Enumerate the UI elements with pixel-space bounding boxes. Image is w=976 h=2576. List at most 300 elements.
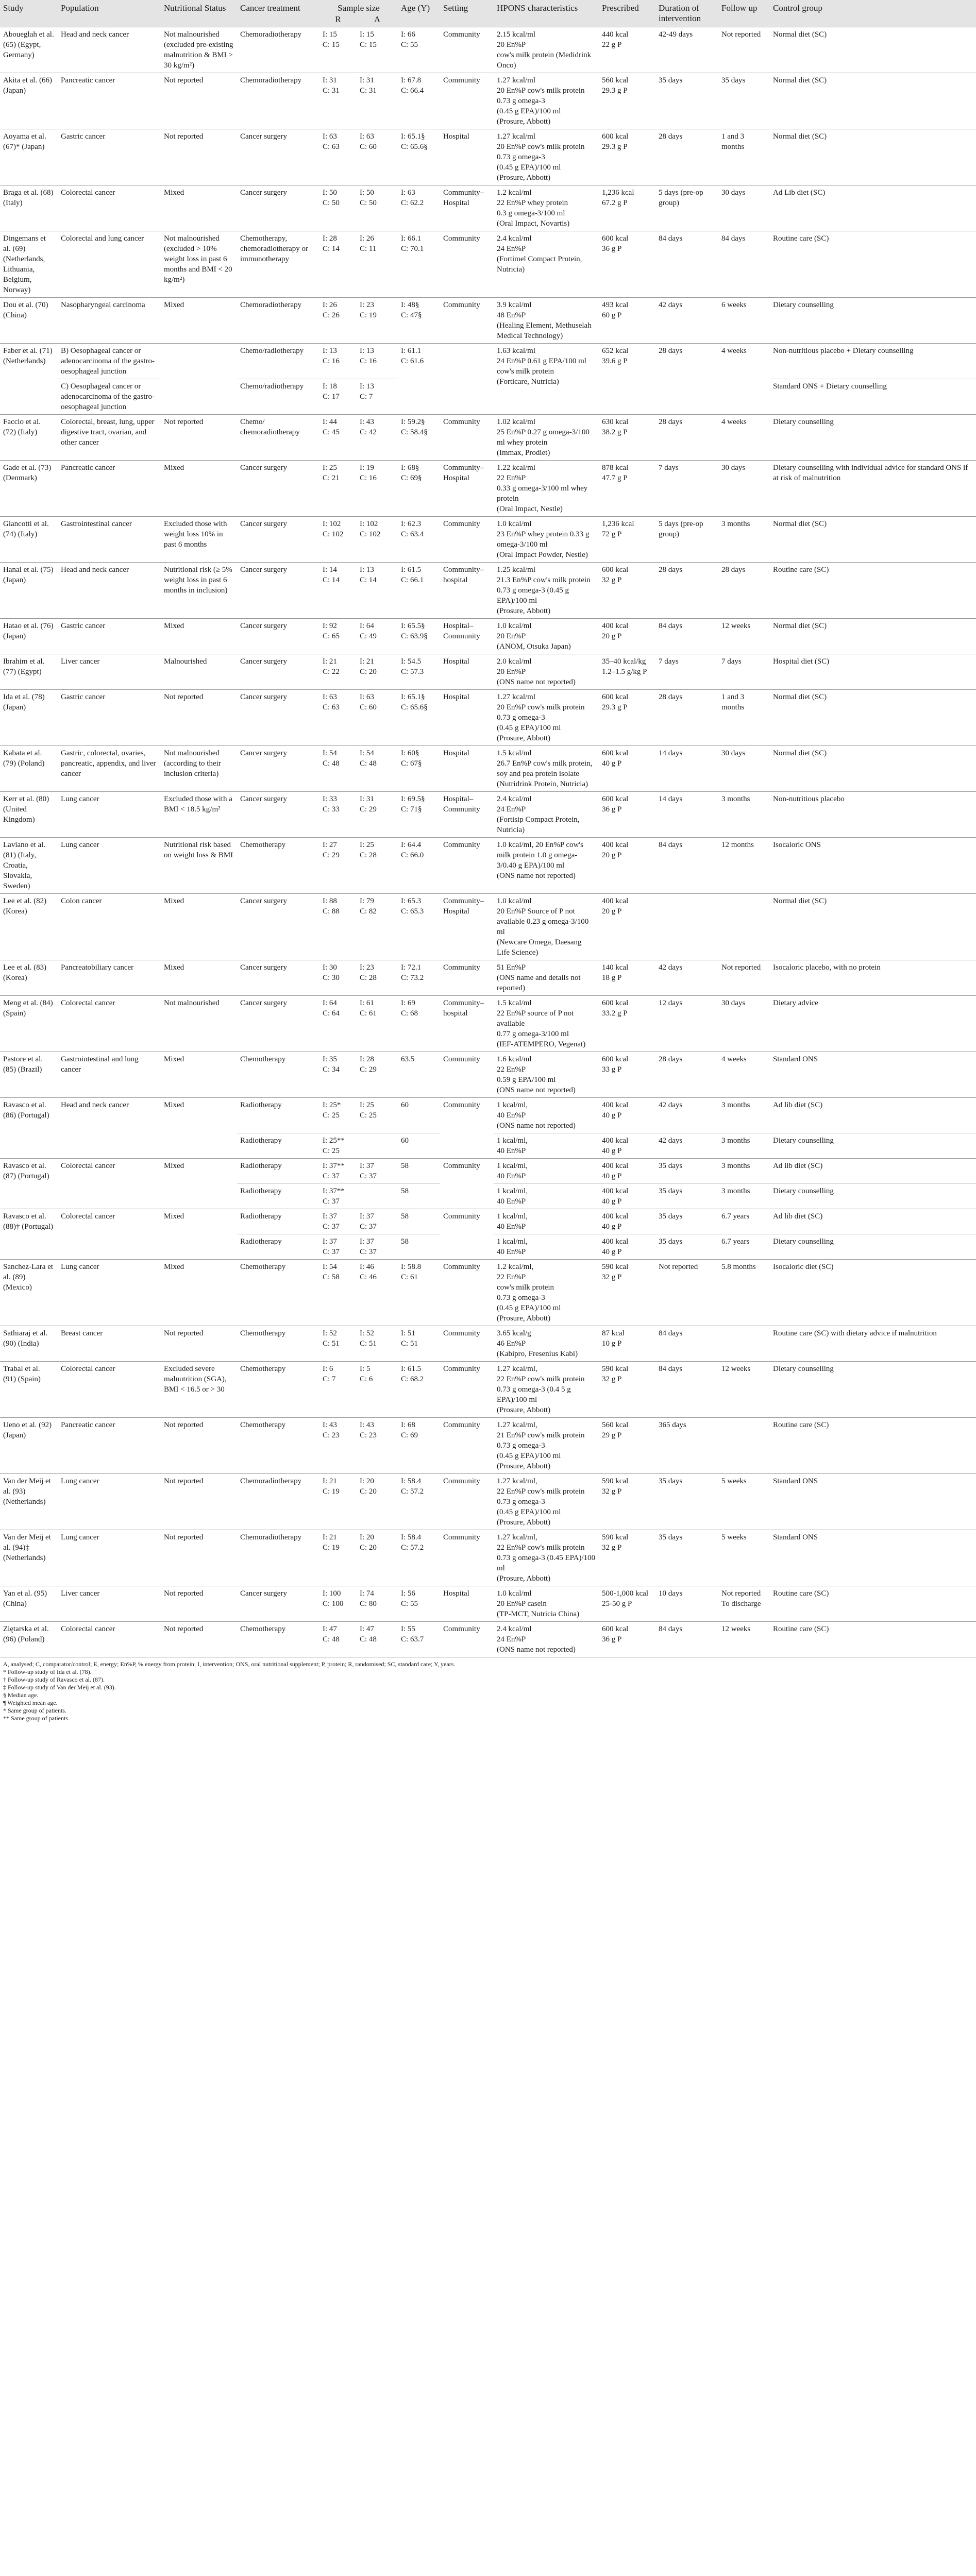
- table-row: [0, 73, 976, 129]
- cell-age: 60: [398, 1098, 440, 1133]
- cell-control: Routine care (SC): [770, 231, 976, 298]
- cell-study: Akita et al. (66) (Japan): [0, 73, 58, 129]
- cell-sample-a: I: 26 C: 11: [357, 231, 398, 298]
- cell-follow-up: 12 weeks: [718, 1362, 770, 1418]
- cell-prescribed: 590 kcal 32 g P: [599, 1474, 655, 1530]
- cell-sample-r: I: 15 C: 15: [319, 27, 357, 73]
- cell-age: I: 61.5 C: 68.2: [398, 1362, 440, 1418]
- cell-cancer-treatment: Cancer surgery: [237, 894, 319, 960]
- cell-setting: Hospital: [440, 654, 494, 690]
- cell-population: Lung cancer: [58, 838, 161, 894]
- cell-nutritional-status: Excluded those with a BMI < 18.5 kg/m²: [161, 792, 237, 838]
- table-row: [0, 1474, 976, 1530]
- cell-follow-up: 30 days: [718, 996, 770, 1052]
- cell-control: Dietary counselling: [770, 1234, 976, 1260]
- cell-follow-up: 6.7 years: [718, 1209, 770, 1234]
- cell-population: Colorectal cancer: [58, 1622, 161, 1657]
- cell-control: Ad lib diet (SC): [770, 1098, 976, 1133]
- cell-follow-up: 30 days: [718, 746, 770, 792]
- cell-age: I: 48§ C: 47§: [398, 298, 440, 344]
- table-footnotes: [0, 1657, 976, 1722]
- cell-control: Routine care (SC): [770, 1586, 976, 1622]
- cell-control: Isocaloric diet (SC): [770, 1260, 976, 1326]
- cell-control: Standard ONS: [770, 1474, 976, 1530]
- cell-setting: Hospital: [440, 746, 494, 792]
- cell-hpons: 1.25 kcal/ml 21.3 En%P cow's milk protein 0.73 g omega-3 (0.45 g EPA)/100 ml (Prosure, Abbott): [494, 563, 599, 619]
- cell-population: Lung cancer: [58, 1260, 161, 1326]
- cell-duration: 14 days: [655, 746, 718, 792]
- cell-control: Non-nutritious placebo: [770, 792, 976, 838]
- cell-prescribed: 600 kcal 32 g P: [599, 563, 655, 619]
- cell-population: Gastric cancer: [58, 129, 161, 185]
- table-row: [0, 1209, 976, 1234]
- cell-sample-a: I: 102 C: 102: [357, 517, 398, 563]
- cell-hpons: 2.4 kcal/ml 24 En%P (Fortimel Compact Protein, Nutricia): [494, 231, 599, 298]
- cell-population: Colorectal cancer: [58, 1159, 161, 1209]
- cell-sample-r: I: 88 C: 88: [319, 894, 357, 960]
- header-population: Population: [58, 0, 161, 27]
- cell-sample-r: I: 13 C: 16: [319, 344, 357, 379]
- cell-cancer-treatment: Chemo/radiotherapy: [237, 344, 319, 379]
- cell-hpons: 1.2 kcal/ml, 22 En%P cow's milk protein 0.73 g omega-3 (0.45 g EPA)/100 ml (Prosure, Abbott): [494, 1260, 599, 1326]
- cell-setting: Hospital: [440, 1586, 494, 1622]
- cell-hpons: 2.4 kcal/ml 24 En%P (Fortisip Compact Protein, Nutricia): [494, 792, 599, 838]
- cell-sample-r: I: 54 C: 58: [319, 1260, 357, 1326]
- cell-study: Lee et al. (83) (Korea): [0, 960, 58, 996]
- cell-age: 58: [398, 1234, 440, 1260]
- cell-study: Ravasco et al. (88)† (Portugal): [0, 1209, 58, 1260]
- cell-follow-up: 3 months: [718, 792, 770, 838]
- cell-setting: Community: [440, 1260, 494, 1326]
- cell-sample-r: I: 6 C: 7: [319, 1362, 357, 1418]
- cell-prescribed: 590 kcal 32 g P: [599, 1362, 655, 1418]
- cell-duration: 84 days: [655, 1326, 718, 1362]
- cell-follow-up: 12 weeks: [718, 1622, 770, 1657]
- cell-population: Colorectal cancer: [58, 1362, 161, 1418]
- cell-age: I: 59.2§ C: 58.4§: [398, 415, 440, 461]
- cell-cancer-treatment: Chemoradiotherapy: [237, 298, 319, 344]
- cell-age: I: 65.1§ C: 65.6§: [398, 690, 440, 746]
- table-row: [0, 231, 976, 298]
- cell-study: Ueno et al. (92) (Japan): [0, 1418, 58, 1474]
- cell-setting: Community: [440, 1159, 494, 1209]
- cell-sample-a: I: 79 C: 82: [357, 894, 398, 960]
- cell-control: Normal diet (SC): [770, 517, 976, 563]
- cell-population: B) Oesophageal cancer or adenocarcinoma of the gastro-oesophageal junction: [58, 344, 161, 379]
- cell-duration: 84 days: [655, 1362, 718, 1418]
- cell-study: Trabal et al. (91) (Spain): [0, 1362, 58, 1418]
- cell-follow-up: 4 weeks: [718, 344, 770, 415]
- cell-hpons: 1.0 kcal/ml 20 En%P (ANOM, Otsuka Japan): [494, 619, 599, 654]
- cell-setting: [440, 344, 494, 415]
- cell-hpons: 1.5 kcal/ml 22 En%P source of P not available 0.77 g omega-3/100 ml (IEF-ATEMPERO, Vegenat): [494, 996, 599, 1052]
- cell-control: Routine care (SC): [770, 563, 976, 619]
- cell-control: Isocaloric placebo, with no protein: [770, 960, 976, 996]
- cell-population: Colorectal and lung cancer: [58, 231, 161, 298]
- cell-nutritional-status: Mixed: [161, 461, 237, 517]
- cell-age: I: 61.1 C: 61.6: [398, 344, 440, 415]
- cell-sample-a: I: 46 C: 46: [357, 1260, 398, 1326]
- cell-hpons: 1.27 kcal/ml 20 En%P cow's milk protein 0.73 g omega-3 (0.45 g EPA)/100 ml (Prosure, Abbott): [494, 690, 599, 746]
- cell-follow-up: Not reported: [718, 27, 770, 73]
- table-row: [0, 792, 976, 838]
- cell-sample-r: I: 27 C: 29: [319, 838, 357, 894]
- cell-follow-up: 1 and 3 months: [718, 129, 770, 185]
- cell-age: I: 61.5 C: 66.1: [398, 563, 440, 619]
- cell-hpons: 1.0 kcal/ml 23 En%P whey protein 0.33 g omega-3/100 ml (Oral Impact Powder, Nestle): [494, 517, 599, 563]
- cell-hpons: 3.9 kcal/ml 48 En%P (Healing Element, Methuselah Medical Technology): [494, 298, 599, 344]
- cell-duration: 12 days: [655, 996, 718, 1052]
- cell-population: Pancreatic cancer: [58, 1418, 161, 1474]
- cell-hpons: 1 kcal/ml, 40 En%P: [494, 1234, 599, 1260]
- cell-prescribed: 500-1,000 kcal 25-50 g P: [599, 1586, 655, 1622]
- cell-prescribed: 87 kcal 10 g P: [599, 1326, 655, 1362]
- table-row: [0, 1052, 976, 1098]
- cell-follow-up: 5 weeks: [718, 1474, 770, 1530]
- cell-prescribed: 600 kcal 36 g P: [599, 1622, 655, 1657]
- cell-population: C) Oesophageal cancer or adenocarcinoma of the gastro-oesophageal junction: [58, 379, 161, 415]
- cell-prescribed: 878 kcal 47.7 g P: [599, 461, 655, 517]
- cell-setting: Community: [440, 415, 494, 461]
- cell-population: Breast cancer: [58, 1326, 161, 1362]
- cell-control: Normal diet (SC): [770, 894, 976, 960]
- cell-setting: Community: [440, 1418, 494, 1474]
- cell-setting: Community–hospital: [440, 996, 494, 1052]
- cell-cancer-treatment: Cancer surgery: [237, 517, 319, 563]
- cell-sample-r: I: 43 C: 23: [319, 1418, 357, 1474]
- cell-follow-up: 7 days: [718, 654, 770, 690]
- cell-follow-up: 3 months: [718, 1184, 770, 1209]
- cell-nutritional-status: Mixed: [161, 894, 237, 960]
- cell-age: I: 68 C: 69: [398, 1418, 440, 1474]
- cell-control: Ad Lib diet (SC): [770, 185, 976, 231]
- cell-duration: 35 days: [655, 1234, 718, 1260]
- cell-sample-a: [357, 1133, 398, 1159]
- cell-control: Normal diet (SC): [770, 27, 976, 73]
- cell-study: Van der Meij et al. (94)‡ (Netherlands): [0, 1530, 58, 1586]
- cell-control: Normal diet (SC): [770, 690, 976, 746]
- cell-sample-a: I: 54 C: 48: [357, 746, 398, 792]
- cell-nutritional-status: Not reported: [161, 1474, 237, 1530]
- cell-duration: 35 days: [655, 1159, 718, 1184]
- cell-sample-r: I: 37** C: 37: [319, 1159, 357, 1184]
- cell-follow-up: 5.8 months: [718, 1260, 770, 1326]
- cell-prescribed: 400 kcal 40 g P: [599, 1184, 655, 1209]
- table-row: [0, 461, 976, 517]
- cell-study: Lee et al. (82) (Korea): [0, 894, 58, 960]
- cell-age: 58: [398, 1159, 440, 1184]
- cell-duration: 35 days: [655, 1530, 718, 1586]
- header-cancer-treatment: Cancer treatment: [237, 0, 319, 27]
- cell-duration: 28 days: [655, 415, 718, 461]
- cell-hpons: 1 kcal/ml, 40 En%P (ONS name not reported): [494, 1098, 599, 1133]
- cell-population: Colorectal cancer: [58, 185, 161, 231]
- cell-age: I: 51 C: 51: [398, 1326, 440, 1362]
- table-row: [0, 1260, 976, 1326]
- cell-prescribed: 400 kcal 40 g P: [599, 1098, 655, 1133]
- cell-sample-a: I: 13 C: 14: [357, 563, 398, 619]
- cell-nutritional-status: Mixed: [161, 298, 237, 344]
- cell-sample-a: I: 25 C: 28: [357, 838, 398, 894]
- cell-age: I: 56 C: 55: [398, 1586, 440, 1622]
- cell-age: I: 65.3 C: 65.3: [398, 894, 440, 960]
- cell-nutritional-status: Nutritional risk (≥ 5% weight loss in past 6 months in inclusion): [161, 563, 237, 619]
- cell-sample-a: I: 37 C: 37: [357, 1234, 398, 1260]
- cell-setting: Community–Hospital: [440, 894, 494, 960]
- cell-control: Normal diet (SC): [770, 746, 976, 792]
- cell-prescribed: 1,236 kcal 72 g P: [599, 517, 655, 563]
- cell-sample-r: I: 37** C: 37: [319, 1184, 357, 1209]
- cell-nutritional-status: Not reported: [161, 690, 237, 746]
- cell-sample-a: I: 61 C: 61: [357, 996, 398, 1052]
- header-sample-a: A: [357, 14, 398, 27]
- cell-setting: Community: [440, 1209, 494, 1260]
- cell-follow-up: 4 weeks: [718, 1052, 770, 1098]
- cell-control: Standard ONS: [770, 1052, 976, 1098]
- cell-age: I: 68§ C: 69§: [398, 461, 440, 517]
- cell-study: Braga et al. (68) (Italy): [0, 185, 58, 231]
- cell-study: Dou et al. (70) (China): [0, 298, 58, 344]
- cell-sample-r: I: 64 C: 64: [319, 996, 357, 1052]
- table-row: [0, 746, 976, 792]
- cell-prescribed: 400 kcal 20 g P: [599, 838, 655, 894]
- cell-hpons: 2.0 kcal/ml 20 En%P (ONS name not reported): [494, 654, 599, 690]
- cell-cancer-treatment: Cancer surgery: [237, 1586, 319, 1622]
- cell-control: Dietary counselling: [770, 1184, 976, 1209]
- cell-cancer-treatment: Chemotherapy: [237, 1326, 319, 1362]
- cell-study: Laviano et al. (81) (Italy, Croatia, Slovakia, Sweden): [0, 838, 58, 894]
- cell-study: Hanai et al. (75) (Japan): [0, 563, 58, 619]
- cell-duration: [655, 894, 718, 960]
- cell-sample-r: I: 52 C: 51: [319, 1326, 357, 1362]
- cell-setting: Community: [440, 1326, 494, 1362]
- cell-prescribed: 590 kcal 32 g P: [599, 1530, 655, 1586]
- cell-setting: Hospital–Community: [440, 792, 494, 838]
- cell-control: Routine care (SC): [770, 1622, 976, 1657]
- cell-age: I: 63 C: 62.2: [398, 185, 440, 231]
- cell-population: Gastric cancer: [58, 690, 161, 746]
- header-hpons: HPONS characteristics: [494, 0, 599, 27]
- cell-sample-r: I: 37 C: 37: [319, 1209, 357, 1234]
- cell-hpons: 1.0 kcal/ml 20 En%P Source of P not available 0.23 g omega-3/100 ml (Newcare Omega, Daesang Life Science): [494, 894, 599, 960]
- header-study: Study: [0, 0, 58, 27]
- cell-setting: Community: [440, 27, 494, 73]
- cell-sample-r: I: 25* C: 25: [319, 1098, 357, 1133]
- cell-sample-a: I: 43 C: 42: [357, 415, 398, 461]
- cell-prescribed: 600 kcal 33 g P: [599, 1052, 655, 1098]
- cell-prescribed: 600 kcal 29.3 g P: [599, 690, 655, 746]
- cell-control: Non-nutritious placebo + Dietary counselling: [770, 344, 976, 379]
- cell-sample-r: I: 102 C: 102: [319, 517, 357, 563]
- table-header: [0, 0, 976, 27]
- cell-nutritional-status: Mixed: [161, 1209, 237, 1260]
- cell-age: 60: [398, 1133, 440, 1159]
- cell-cancer-treatment: Cancer surgery: [237, 996, 319, 1052]
- cell-setting: Community: [440, 517, 494, 563]
- cell-follow-up: 5 weeks: [718, 1530, 770, 1586]
- cell-sample-r: I: 14 C: 14: [319, 563, 357, 619]
- cell-age: I: 58.4 C: 57.2: [398, 1530, 440, 1586]
- cell-duration: 35 days: [655, 1209, 718, 1234]
- cell-cancer-treatment: Chemotherapy: [237, 1362, 319, 1418]
- cell-sample-a: I: 52 C: 51: [357, 1326, 398, 1362]
- cell-sample-r: I: 92 C: 65: [319, 619, 357, 654]
- cell-age: I: 54.5 C: 57.3: [398, 654, 440, 690]
- cell-age: I: 64.4 C: 66.0: [398, 838, 440, 894]
- cell-population: Gastric, colorectal, ovaries, pancreatic, appendix, and liver cancer: [58, 746, 161, 792]
- cell-follow-up: 6 weeks: [718, 298, 770, 344]
- cell-sample-a: I: 64 C: 49: [357, 619, 398, 654]
- cell-cancer-treatment: Chemo/radiotherapy: [237, 379, 319, 415]
- cell-setting: Hospital–Community: [440, 619, 494, 654]
- cell-setting: Community: [440, 960, 494, 996]
- cell-control: Dietary counselling with individual advice for standard ONS if at risk of malnutrition: [770, 461, 976, 517]
- cell-nutritional-status: Mixed: [161, 1098, 237, 1159]
- table-row: [0, 1586, 976, 1622]
- header-prescribed: Prescribed: [599, 0, 655, 27]
- cell-prescribed: 600 kcal 36 g P: [599, 231, 655, 298]
- cell-hpons: 1.63 kcal/ml 24 En%P 0.61 g EPA/100 ml cow's milk protein (Forticare, Nutricia): [494, 344, 599, 415]
- cell-setting: Community: [440, 838, 494, 894]
- cell-follow-up: 30 days: [718, 185, 770, 231]
- cell-prescribed: 652 kcal 39.6 g P: [599, 344, 655, 415]
- cell-study: Faber et al. (71) (Netherlands): [0, 344, 58, 415]
- cell-prescribed: 493 kcal 60 g P: [599, 298, 655, 344]
- cell-setting: Community: [440, 1098, 494, 1159]
- cell-study: Faccio et al. (72) (Italy): [0, 415, 58, 461]
- footnote: ** Same group of patients.: [3, 1715, 70, 1722]
- cell-sample-r: I: 18 C: 17: [319, 379, 357, 415]
- cell-nutritional-status: [161, 344, 237, 415]
- cell-cancer-treatment: Radiotherapy: [237, 1184, 319, 1209]
- cell-duration: 84 days: [655, 231, 718, 298]
- cell-age: I: 66 C: 55: [398, 27, 440, 73]
- cell-cancer-treatment: Chemotherapy: [237, 838, 319, 894]
- cell-nutritional-status: Not reported: [161, 1326, 237, 1362]
- cell-control: Normal diet (SC): [770, 619, 976, 654]
- table-row: [0, 690, 976, 746]
- table-row: [0, 1418, 976, 1474]
- table-row: [0, 1326, 976, 1362]
- cell-follow-up: Not reported: [718, 960, 770, 996]
- cell-control: Routine care (SC): [770, 1418, 976, 1474]
- cell-hpons: 1 kcal/ml, 40 En%P: [494, 1159, 599, 1184]
- cell-follow-up: 12 weeks: [718, 619, 770, 654]
- cell-follow-up: 6.7 years: [718, 1234, 770, 1260]
- table-row: [0, 838, 976, 894]
- cell-cancer-treatment: Chemo/ chemoradiotherapy: [237, 415, 319, 461]
- cell-hpons: 1.27 kcal/ml 20 En%P cow's milk protein 0.73 g omega-3 (0.45 g EPA)/100 ml (Prosure, Abbott): [494, 129, 599, 185]
- cell-study: Ibrahim et al. (77) (Egypt): [0, 654, 58, 690]
- cell-follow-up: 3 months: [718, 1098, 770, 1133]
- cell-sample-a: I: 63 C: 60: [357, 690, 398, 746]
- cell-prescribed: 560 kcal 29.3 g P: [599, 73, 655, 129]
- cell-setting: Community: [440, 1052, 494, 1098]
- cell-control: Dietary counselling: [770, 1133, 976, 1159]
- cell-sample-a: I: 28 C: 29: [357, 1052, 398, 1098]
- table-row: [0, 129, 976, 185]
- cell-population: Liver cancer: [58, 654, 161, 690]
- cell-hpons: 1 kcal/ml, 40 En%P: [494, 1184, 599, 1209]
- table-row: [0, 654, 976, 690]
- cell-population: Nasopharyngeal carcinoma: [58, 298, 161, 344]
- cell-duration: 365 days: [655, 1418, 718, 1474]
- cell-nutritional-status: Not reported: [161, 1622, 237, 1657]
- cell-population: Gastrointestinal cancer: [58, 517, 161, 563]
- cell-hpons: 1.22 kcal/ml 22 En%P 0.33 g omega-3/100 ml whey protein (Oral Impact, Nestle): [494, 461, 599, 517]
- cell-sample-r: I: 21 C: 19: [319, 1530, 357, 1586]
- table-row: [0, 344, 976, 379]
- table-row: [0, 1098, 976, 1133]
- cell-sample-a: I: 21 C: 20: [357, 654, 398, 690]
- cell-duration: 42 days: [655, 298, 718, 344]
- cell-prescribed: 140 kcal 18 g P: [599, 960, 655, 996]
- cell-sample-a: I: 31 C: 31: [357, 73, 398, 129]
- cell-hpons: 1.02 kcal/ml 25 En%P 0.27 g omega-3/100 ml whey protein (Immax, Prodiet): [494, 415, 599, 461]
- footnote: § Median age.: [3, 1691, 39, 1699]
- cell-study: Sanchez-Lara et al. (89) (Mexico): [0, 1260, 58, 1326]
- cell-setting: Community–hospital: [440, 563, 494, 619]
- cell-age: I: 60§ C: 67§: [398, 746, 440, 792]
- cell-nutritional-status: Nutritional risk based on weight loss & BMI: [161, 838, 237, 894]
- cell-prescribed: 400 kcal 40 g P: [599, 1159, 655, 1184]
- cell-setting: Community: [440, 73, 494, 129]
- cell-prescribed: 600 kcal 33.2 g P: [599, 996, 655, 1052]
- cell-duration: 14 days: [655, 792, 718, 838]
- cell-age: 58: [398, 1184, 440, 1209]
- cell-cancer-treatment: Radiotherapy: [237, 1234, 319, 1260]
- cell-sample-r: I: 31 C: 31: [319, 73, 357, 129]
- cell-control: Isocaloric ONS: [770, 838, 976, 894]
- cell-duration: 42 days: [655, 1098, 718, 1133]
- cell-nutritional-status: Mixed: [161, 1159, 237, 1209]
- cell-nutritional-status: Mixed: [161, 619, 237, 654]
- cell-nutritional-status: Not reported: [161, 73, 237, 129]
- cell-sample-a: I: 20 C: 20: [357, 1530, 398, 1586]
- cell-sample-r: I: 25** C: 25: [319, 1133, 357, 1159]
- cell-hpons: 1.27 kcal/ml, 22 En%P cow's milk protein 0.73 g omega-3 (0.4 5 g EPA)/100 ml (Prosure, Abbott): [494, 1362, 599, 1418]
- cell-sample-r: I: 25 C: 21: [319, 461, 357, 517]
- cell-control: Normal diet (SC): [770, 73, 976, 129]
- cell-duration: 35 days: [655, 1184, 718, 1209]
- cell-population: Colorectal cancer: [58, 996, 161, 1052]
- cell-age: I: 69.5§ C: 71§: [398, 792, 440, 838]
- cell-duration: 84 days: [655, 1622, 718, 1657]
- cell-hpons: 1.27 kcal/ml, 22 En%P cow's milk protein 0.73 g omega-3 (0.45 g EPA)/100 ml (Prosure, Abbott): [494, 1474, 599, 1530]
- cell-population: Lung cancer: [58, 1474, 161, 1530]
- cell-sample-a: I: 13 C: 7: [357, 379, 398, 415]
- cell-nutritional-status: Not reported: [161, 1530, 237, 1586]
- cell-age: I: 69 C: 68: [398, 996, 440, 1052]
- cell-duration: 84 days: [655, 619, 718, 654]
- cell-prescribed: 35–40 kcal/kg 1.2–1.5 g/kg P: [599, 654, 655, 690]
- table-row: [0, 1362, 976, 1418]
- cell-cancer-treatment: Chemoradiotherapy: [237, 27, 319, 73]
- table-row: [0, 185, 976, 231]
- cell-age: I: 65.1§ C: 65.6§: [398, 129, 440, 185]
- cell-age: I: 72.1 C: 73.2: [398, 960, 440, 996]
- cell-study: Yan et al. (95) (China): [0, 1586, 58, 1622]
- cell-hpons: 1 kcal/ml, 40 En%P: [494, 1133, 599, 1159]
- cell-nutritional-status: Mixed: [161, 1052, 237, 1098]
- cell-follow-up: 12 months: [718, 838, 770, 894]
- cell-hpons: 1.0 kcal/ml 20 En%P casein (TP-MCT, Nutricia China): [494, 1586, 599, 1622]
- footnote: † Follow-up study of Ravasco et al. (87).: [3, 1676, 105, 1683]
- cell-study: Ziętarska et al. (96) (Poland): [0, 1622, 58, 1657]
- header-sample-size: Sample size: [319, 0, 398, 14]
- cell-sample-a: I: 47 C: 48: [357, 1622, 398, 1657]
- cell-setting: Community: [440, 1362, 494, 1418]
